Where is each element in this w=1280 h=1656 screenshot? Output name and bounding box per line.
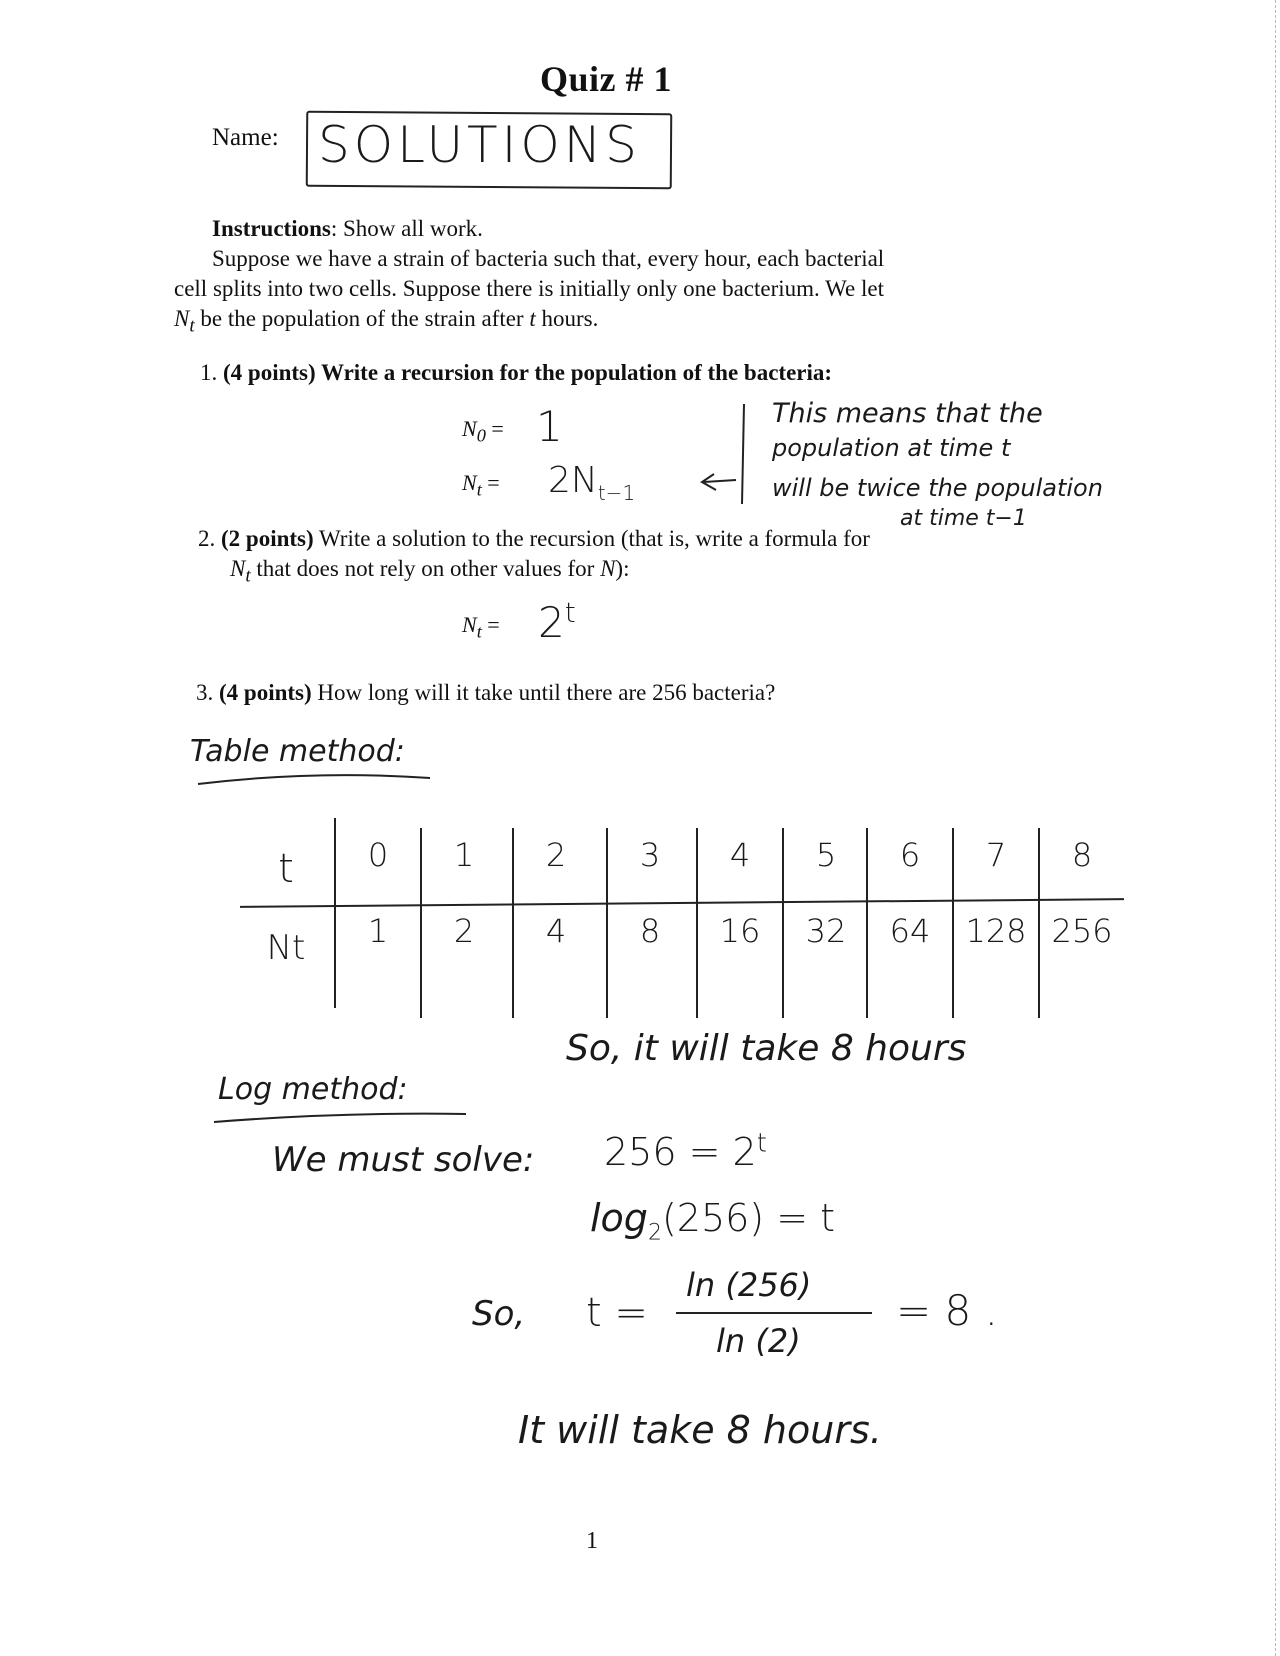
q1-number: 1. bbox=[200, 360, 218, 385]
table-horizontal-line bbox=[240, 898, 1124, 908]
q2-text-line-2-end: ): bbox=[615, 556, 630, 581]
log-method-underline bbox=[210, 1110, 470, 1128]
table-n-value: 2 bbox=[453, 912, 475, 950]
q2-nt-label-sub: t bbox=[476, 621, 482, 642]
table-t-value: 3 bbox=[639, 836, 661, 874]
table-method-label: Table method: bbox=[190, 734, 405, 769]
question-3 bbox=[196, 680, 775, 706]
n0-answer: 1 bbox=[536, 402, 563, 451]
log-base-subscript: 2 bbox=[647, 1220, 662, 1246]
nt-symbol: N bbox=[174, 306, 190, 331]
instructions-text: : Show all work. bbox=[330, 216, 483, 241]
table-t-value: 1 bbox=[453, 836, 475, 874]
n0-subscript: 0 bbox=[476, 425, 486, 446]
question-2-line-2 bbox=[230, 556, 630, 587]
table-column-separator bbox=[782, 828, 784, 1018]
table-conclusion: So, it will take 8 hours bbox=[566, 1028, 967, 1069]
q3-text: How long will it take until there are 256 bacteria? bbox=[311, 680, 776, 705]
nt-subscript-q1: t bbox=[476, 479, 482, 500]
log-base2-line bbox=[590, 1196, 836, 1246]
nt-answer-sub: t−1 bbox=[597, 481, 636, 506]
intro-line-3-end: hours. bbox=[535, 306, 599, 331]
q2-points: (2 points) bbox=[221, 526, 314, 551]
note-line-2: population at time t bbox=[772, 434, 1011, 462]
table-row-label-nt: Nt bbox=[266, 928, 306, 968]
q2-nt-symbol: N bbox=[230, 556, 246, 581]
table-t-value: 5 bbox=[815, 836, 837, 874]
instructions-label: Instructions bbox=[212, 216, 331, 241]
q2-number: 2. bbox=[198, 526, 216, 551]
scan-edge bbox=[1274, 0, 1276, 1656]
log-final-answer: It will take 8 hours. bbox=[518, 1408, 882, 1452]
table-column-separator bbox=[512, 828, 514, 1018]
note-line-1: This means that the bbox=[772, 398, 1043, 429]
table-column-separator bbox=[334, 818, 336, 1008]
table-t-value: 6 bbox=[899, 836, 921, 874]
table-column-separator bbox=[1038, 828, 1040, 1018]
note-line-3: will be twice the population bbox=[772, 474, 1103, 502]
log-solve-exponent: t bbox=[756, 1128, 767, 1159]
log-result: = 8 . bbox=[896, 1286, 998, 1335]
q2-answer-base: 2 bbox=[538, 598, 565, 647]
q2-n-variable: N bbox=[600, 556, 616, 581]
table-n-value: 4 bbox=[545, 912, 567, 950]
q3-points: (4 points) bbox=[219, 680, 312, 705]
intro-line-2: cell splits into two cells. Suppose there is initially only one bacterium. We let bbox=[174, 276, 884, 301]
question-1 bbox=[200, 360, 832, 386]
q2-answer bbox=[538, 598, 576, 647]
name-label: Name: bbox=[212, 124, 279, 151]
table-row-label-t: t bbox=[278, 846, 294, 892]
name-value: SOLUTIONS bbox=[318, 116, 641, 174]
q3-number: 3. bbox=[196, 680, 214, 705]
table-column-separator bbox=[420, 828, 422, 1018]
intro-line-3 bbox=[174, 306, 599, 337]
table-n-value: 64 bbox=[889, 912, 931, 950]
table-n-value: 1 bbox=[367, 912, 389, 950]
nt-answer bbox=[548, 460, 636, 506]
table-t-value: 4 bbox=[729, 836, 751, 874]
table-method-underline bbox=[194, 770, 434, 790]
log-solve-label: We must solve: bbox=[272, 1140, 535, 1180]
intro-line-1: Suppose we have a strain of bacteria such that, every hour, each bacterial bbox=[212, 246, 885, 271]
fraction-bar bbox=[676, 1312, 872, 1314]
table-t-value: 8 bbox=[1071, 836, 1093, 874]
log-so-label: So, bbox=[472, 1294, 526, 1334]
log-numerator: ln (256) bbox=[686, 1266, 812, 1304]
table-column-separator bbox=[696, 828, 698, 1018]
n0-equals: = bbox=[485, 416, 504, 441]
table-n-value: 8 bbox=[639, 912, 661, 950]
table-n-value: 32 bbox=[805, 912, 847, 950]
nt-equals: = bbox=[481, 470, 500, 495]
q1-points: (4 points) bbox=[223, 360, 316, 385]
nt-symbol-q1: N bbox=[462, 470, 477, 495]
table-n-value: 16 bbox=[719, 912, 761, 950]
table-n-value: 256 bbox=[1051, 912, 1113, 950]
table-n-value: 128 bbox=[965, 912, 1027, 950]
n0-symbol: N bbox=[462, 416, 477, 441]
q2-nt-subscript: t bbox=[245, 565, 251, 587]
quiz-title: Quiz # 1 bbox=[540, 59, 673, 99]
log-word: log bbox=[590, 1196, 648, 1240]
table-column-separator bbox=[606, 828, 608, 1018]
nt-label bbox=[462, 470, 500, 500]
arrow-annotation-icon bbox=[696, 400, 752, 510]
t-variable: t bbox=[529, 306, 536, 331]
log-base2-rest: (256) = t bbox=[661, 1196, 836, 1240]
log-solve-equation bbox=[604, 1130, 767, 1174]
q2-text-line-1: Write a solution to the recursion (that is, write a formula for bbox=[313, 526, 870, 551]
q2-equals: = bbox=[481, 612, 500, 637]
nt-answer-main: 2N bbox=[548, 460, 598, 501]
question-2 bbox=[198, 526, 870, 552]
log-solve-eq-main: 256 = 2 bbox=[604, 1130, 757, 1174]
table-t-value: 2 bbox=[545, 836, 567, 874]
note-line-4: at time t−1 bbox=[900, 506, 1027, 531]
q2-nt-label-symbol: N bbox=[462, 612, 477, 637]
log-t-equals: t = bbox=[586, 1290, 648, 1336]
n0-label bbox=[462, 416, 504, 446]
log-denominator: ln (2) bbox=[716, 1322, 801, 1360]
table-column-separator bbox=[866, 828, 868, 1018]
q2-nt-label bbox=[462, 612, 500, 642]
table-column-separator bbox=[952, 828, 954, 1018]
intro-line-3-text: be the population of the strain after bbox=[194, 306, 530, 331]
nt-subscript: t bbox=[189, 315, 195, 337]
q2-text-line-2: that does not rely on other values for bbox=[250, 556, 601, 581]
q1-text: Write a recursion for the population of the bacteria: bbox=[315, 360, 833, 385]
instructions bbox=[212, 216, 483, 242]
page-number: 1 bbox=[586, 1528, 598, 1554]
table-t-value: 0 bbox=[367, 836, 389, 874]
q2-answer-exponent: t bbox=[564, 596, 576, 629]
table-t-value: 7 bbox=[985, 836, 1007, 874]
log-method-label: Log method: bbox=[218, 1072, 408, 1107]
